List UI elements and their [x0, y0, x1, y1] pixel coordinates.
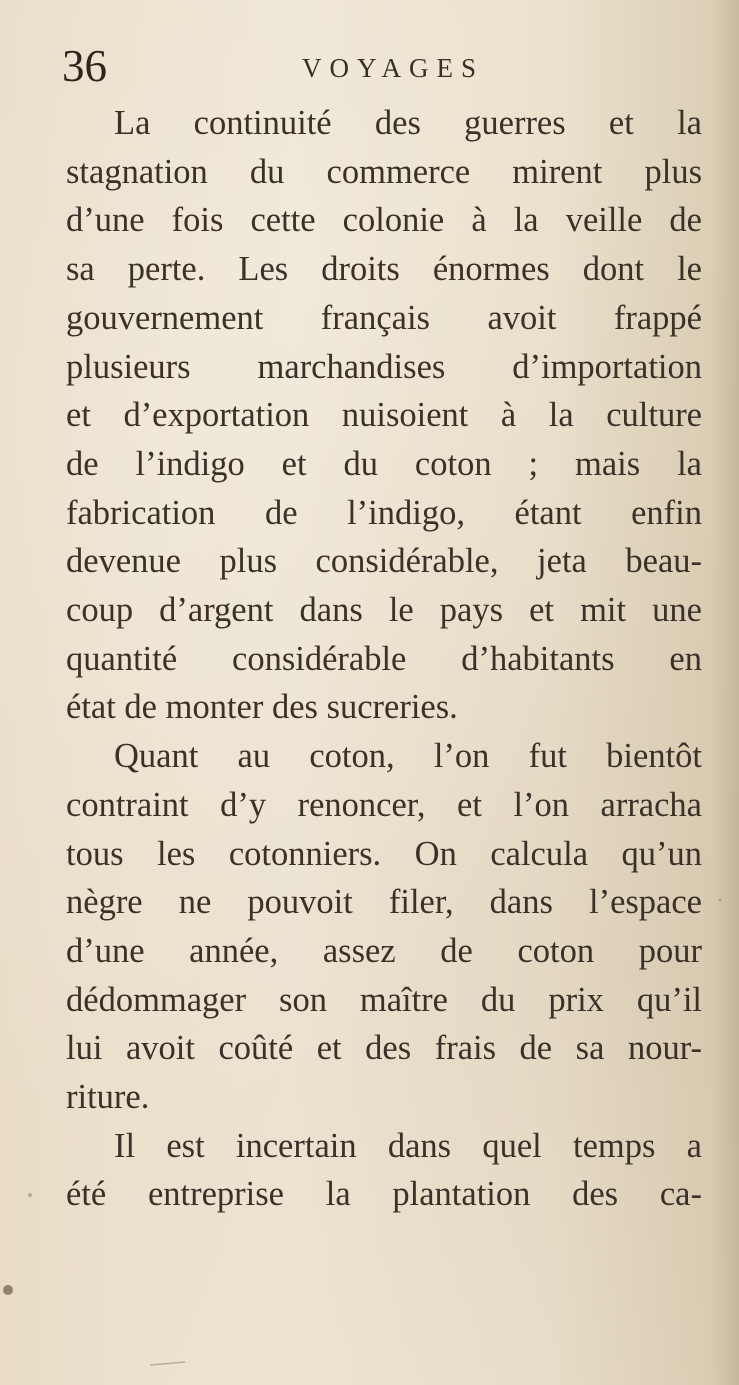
- text-line: dédommager son maître du prix qu’il: [66, 980, 702, 1019]
- paragraph: [66, 1122, 702, 1219]
- text-line: été entreprise la plantation des ca-: [66, 1175, 702, 1214]
- text-line: de l’indigo et du coton ; mais la: [66, 444, 702, 483]
- paragraph: [66, 99, 702, 732]
- text-line: tous les cotonniers. On calcula qu’un: [66, 834, 702, 873]
- text-line: état de monter des sucreries.: [66, 688, 458, 727]
- text-line: riture.: [66, 1078, 150, 1117]
- paragraph: [66, 732, 702, 1122]
- text-line: plusieurs marchandises d’importation: [66, 347, 702, 386]
- text-line: Il est incertain dans quel temps a: [114, 1126, 702, 1165]
- page-number: 36: [62, 41, 107, 91]
- text-line: gouvernement français avoit frappé: [66, 298, 702, 337]
- text-line: coup d’argent dans le pays et mit une: [66, 591, 702, 630]
- running-head: VOYAGES: [302, 53, 485, 83]
- text-line: fabrication de l’indigo, étant enfin: [66, 493, 702, 532]
- text-line: d’une année, assez de coton pour: [66, 931, 702, 970]
- text-line: stagnation du commerce mirent plus: [66, 152, 702, 191]
- page-header: [62, 38, 702, 94]
- page-edge-shadow: [711, 0, 739, 1385]
- text-line: contraint d’y renoncer, et l’on arracha: [66, 785, 702, 824]
- text-line: nègre ne pouvoit filer, dans l’espace: [66, 883, 702, 922]
- text-line: Quant au coton, l’on fut bientôt: [114, 737, 702, 776]
- text-line: quantité considérable d’habitants en: [66, 639, 702, 678]
- text-line: et d’exportation nuisoient à la culture: [66, 396, 702, 435]
- text-line: devenue plus considérable, jeta beau-: [66, 542, 702, 581]
- text-line: sa perte. Les droits énormes dont le: [66, 250, 702, 289]
- text-line: La continuité des guerres et la: [114, 104, 702, 142]
- text-line: d’une fois cette colonie à la veille de: [66, 201, 702, 240]
- body-text: [66, 99, 702, 1219]
- text-line: lui avoit coûté et des frais de sa nour-: [66, 1029, 702, 1068]
